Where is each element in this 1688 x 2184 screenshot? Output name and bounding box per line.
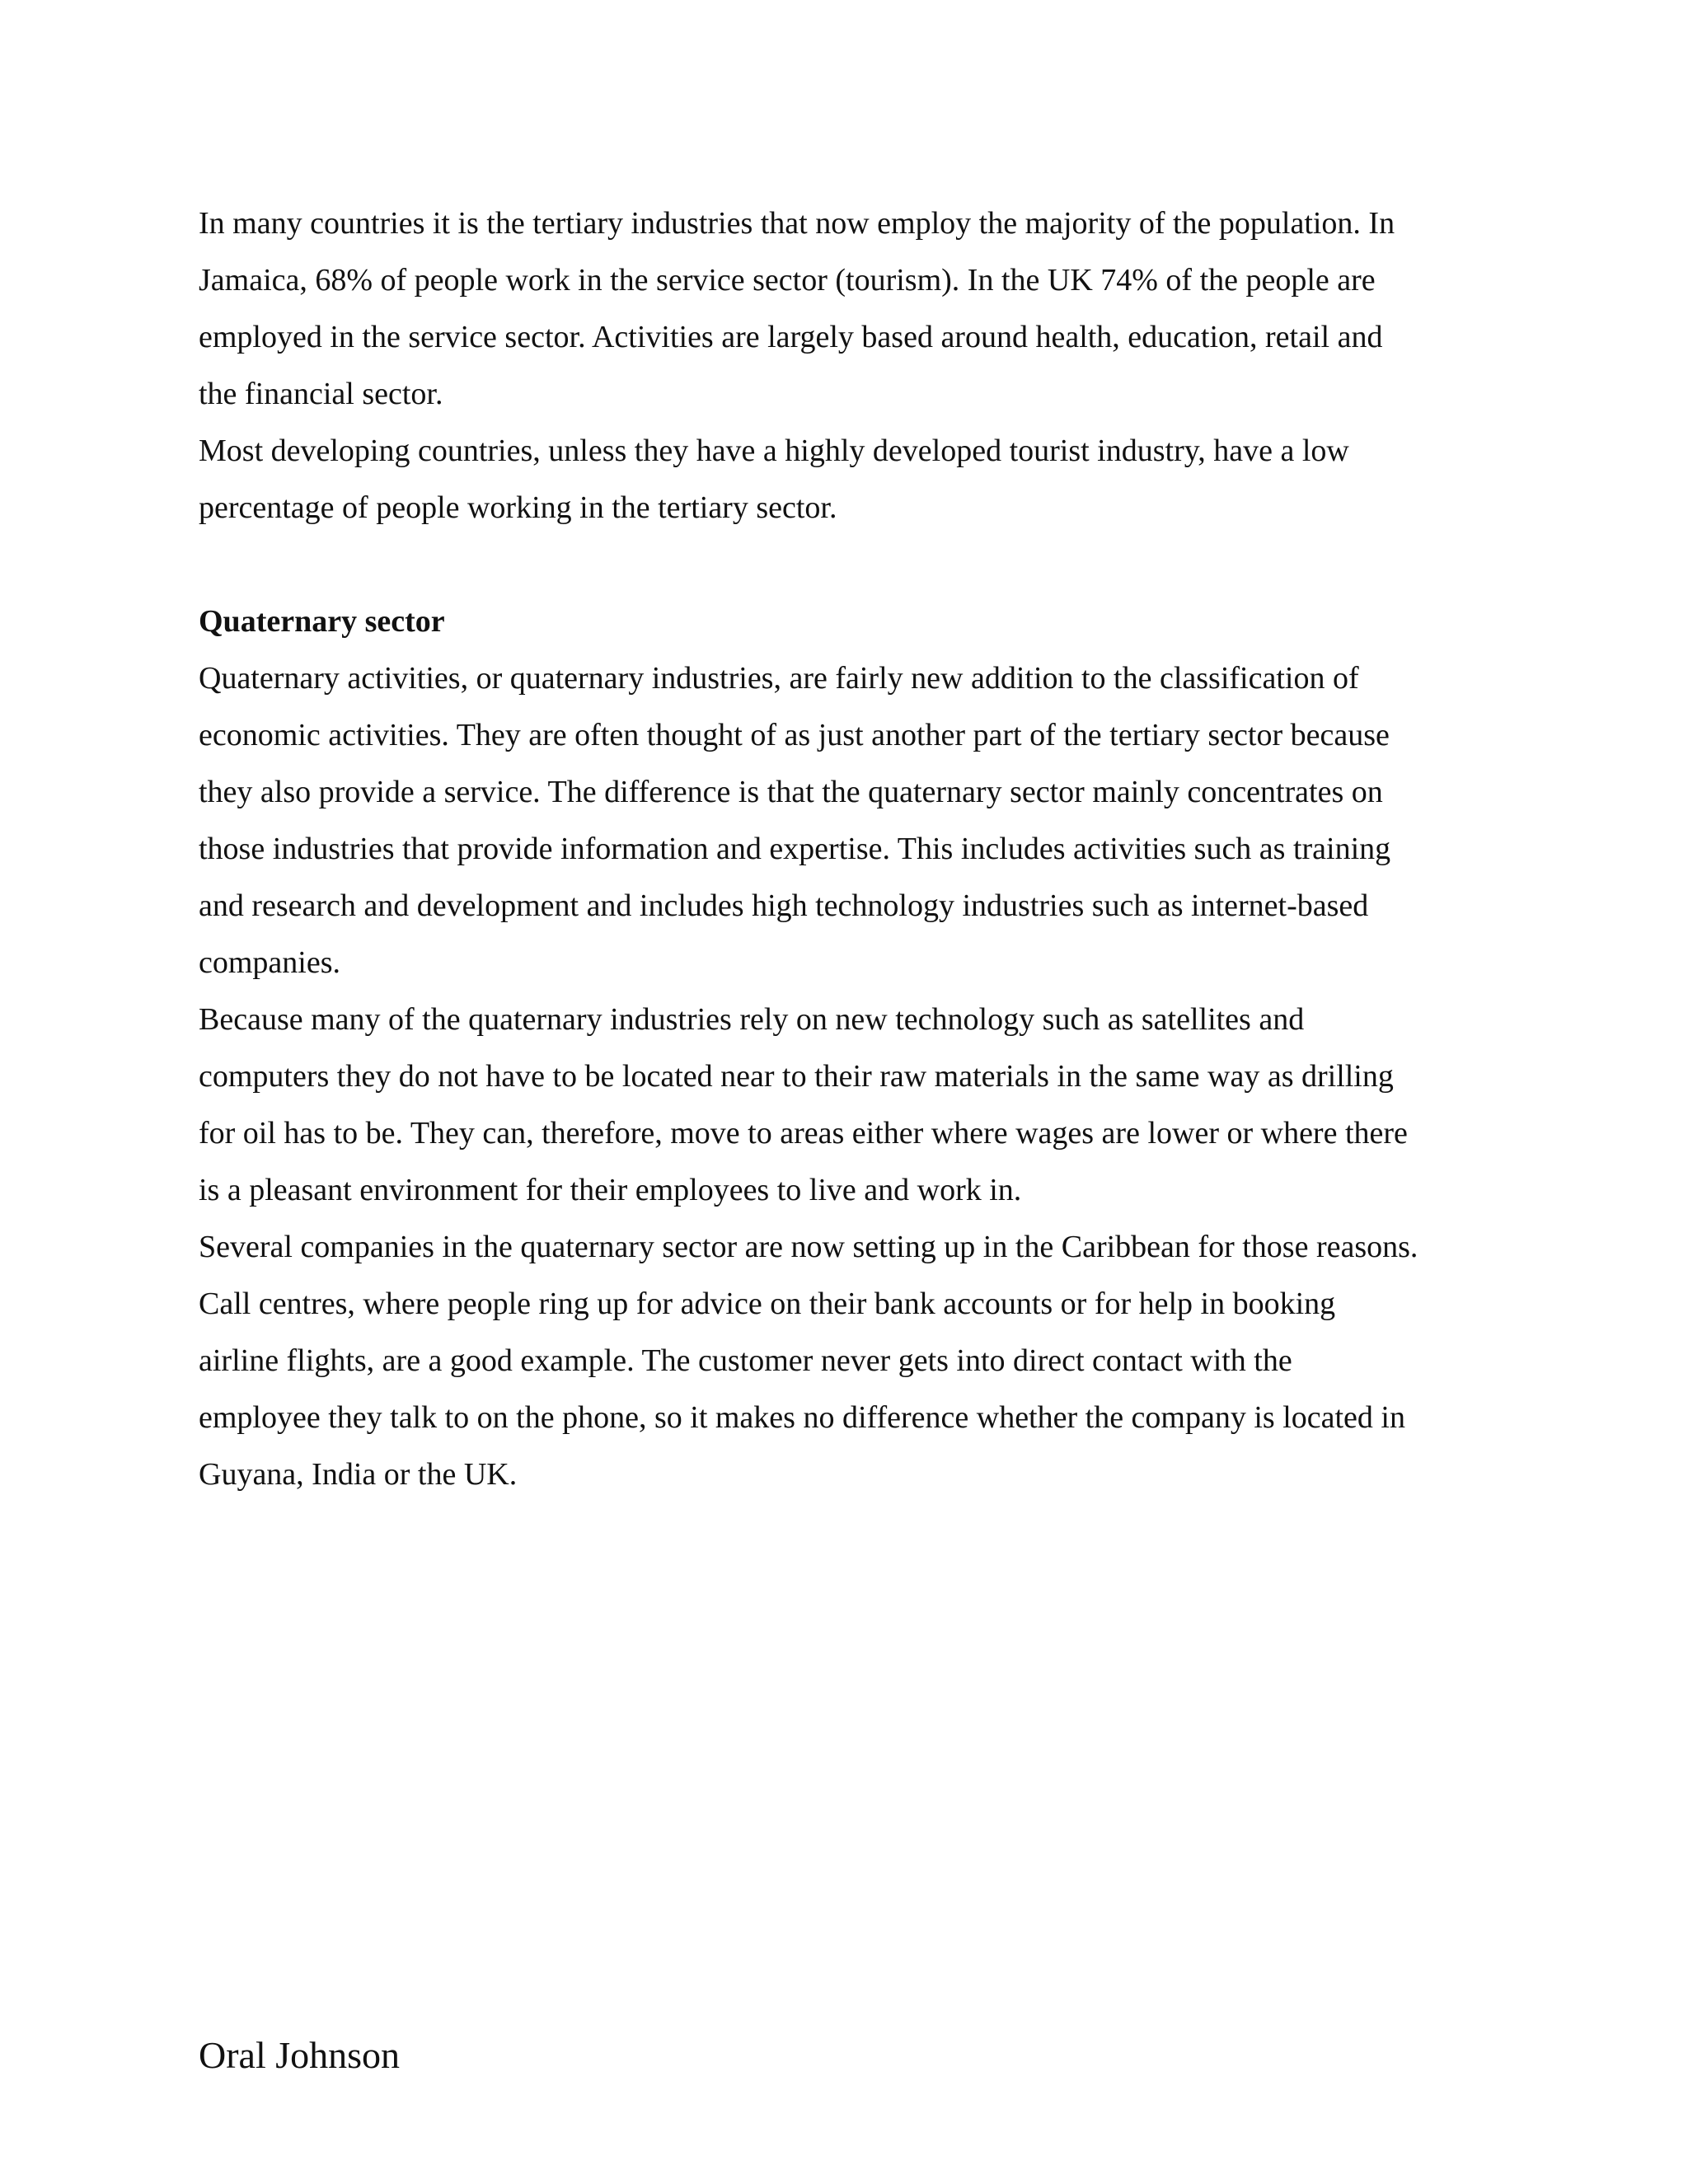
paragraph-tertiary-employment (199, 195, 1534, 423)
text-line: economic activities. They are often thought of as just another part of the tertiary sector because (199, 718, 1390, 752)
text-line: airline flights, are a good example. The customer never gets into direct contact with the (199, 1343, 1292, 1378)
document-body (199, 195, 1534, 1503)
footer-author-name: Oral Johnson (199, 2034, 401, 2076)
text-line: computers they do not have to be located near to their raw materials in the same way as drilling (199, 1059, 1394, 1094)
text-line: In many countries it is the tertiary industries that now employ the majority of the population. In (199, 206, 1395, 241)
text-line: employee they talk to on the phone, so it makes no difference whether the company is located in (199, 1400, 1405, 1435)
text-line: Jamaica, 68% of people work in the service sector (tourism). In the UK 74% of the people are (199, 263, 1376, 298)
text-line: Quaternary activities, or quaternary industries, are fairly new addition to the classification of (199, 661, 1359, 696)
text-line: companies. (199, 945, 341, 980)
paragraph-spacer (199, 537, 1534, 593)
text-line: Because many of the quaternary industries rely on new technology such as satellites and (199, 1002, 1305, 1037)
text-line: Guyana, India or the UK. (199, 1457, 518, 1492)
paragraph-quaternary-location (199, 991, 1534, 1219)
paragraph-caribbean-call-centres (199, 1219, 1534, 1503)
text-line: those industries that provide information and expertise. This includes activities such as training (199, 832, 1391, 866)
section-heading-text: Quaternary sector (199, 604, 445, 639)
text-line: and research and development and includes high technology industries such as internet-based (199, 888, 1369, 923)
section-heading (199, 593, 1534, 650)
text-line: percentage of people working in the tertiary sector. (199, 490, 837, 525)
text-line: Call centres, where people ring up for advice on their bank accounts or for help in booking (199, 1286, 1336, 1321)
paragraph-developing-countries (199, 423, 1534, 537)
text-line: the financial sector. (199, 377, 443, 411)
text-line: is a pleasant environment for their employees to live and work in. (199, 1173, 1022, 1207)
text-line: Most developing countries, unless they have a highly developed tourist industry, have a low (199, 434, 1349, 468)
text-line: for oil has to be. They can, therefore, move to areas either where wages are lower or where there (199, 1116, 1408, 1151)
paragraph-quaternary-definition (199, 650, 1534, 991)
text-line: employed in the service sector. Activities are largely based around health, education, retail and (199, 320, 1383, 354)
text-line: they also provide a service. The difference is that the quaternary sector mainly concentrates on (199, 775, 1383, 809)
text-line: Several companies in the quaternary sector are now setting up in the Caribbean for those reasons. (199, 1230, 1418, 1264)
